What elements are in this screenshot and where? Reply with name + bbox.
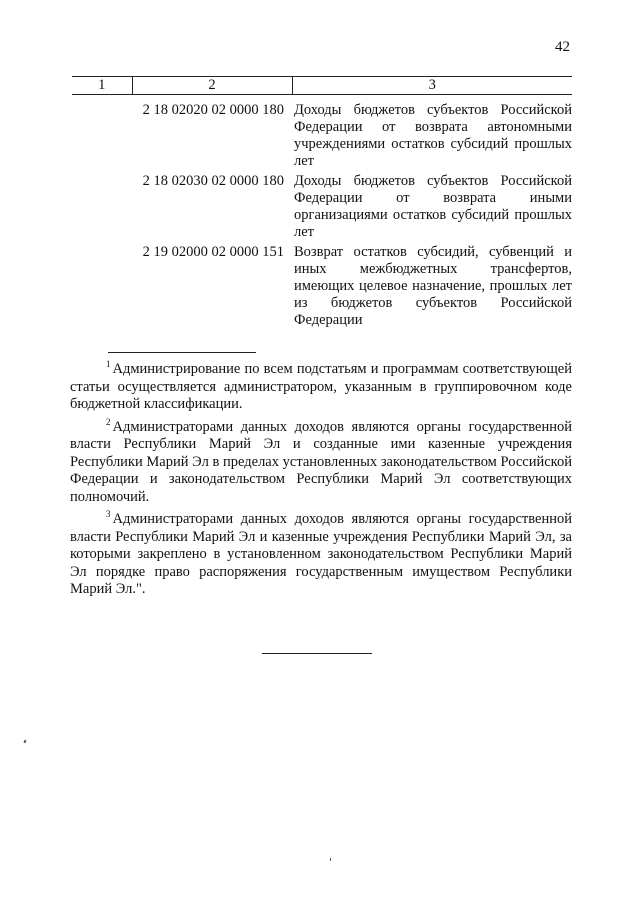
footnote-mark: 1 bbox=[106, 359, 111, 369]
table-header-row bbox=[72, 77, 572, 95]
scan-speck bbox=[330, 858, 331, 861]
column-header-1: 1 bbox=[72, 77, 132, 95]
table-row bbox=[72, 95, 572, 173]
admin-code-cell bbox=[72, 172, 132, 243]
footnotes bbox=[70, 356, 572, 599]
revenue-code-cell: 2 18 02030 02 0000 180 bbox=[142, 173, 284, 189]
revenue-description-cell: Возврат остатков субсидий, субвенций и иных межбюджетных трансфертов, имеющих целевое назначение, прошлых лет из бюджетов субъектов Российской Федерации bbox=[294, 244, 572, 328]
admin-code-cell bbox=[72, 243, 132, 331]
footnote-text: Администрирование по всем подстатьям и программам соответствующей статьи осуществляется администратором, указанным в группировочном коде бюджетной классификации. bbox=[70, 361, 572, 412]
footnote-1 bbox=[70, 356, 572, 414]
revenue-description-cell: Доходы бюджетов субъектов Российской Федерации от возврата автономными учреждениями остатков субсидий прошлых лет bbox=[294, 102, 572, 169]
admin-code-cell bbox=[72, 95, 132, 173]
column-header-2: 2 bbox=[132, 77, 292, 95]
footnote-3 bbox=[70, 506, 572, 599]
table-row bbox=[72, 172, 572, 243]
table-row bbox=[72, 243, 572, 331]
footnote-separator bbox=[108, 352, 256, 353]
footnote-mark: 2 bbox=[106, 416, 111, 427]
revenue-table bbox=[72, 76, 572, 331]
revenue-description-cell: Доходы бюджетов субъектов Российской Федерации от возврата иными организациями остатков субсидий прошлых лет bbox=[294, 173, 572, 240]
scan-speck bbox=[23, 740, 26, 744]
footnote-text: Администраторами данных доходов являются органы государственной власти Республики Марий Эл и созданные ими казенные учреждения Республики Марий Эл в пределах установленных законодательством Российской Федерации и законодательством Республики Марий Эл соответствующих полномочий. bbox=[70, 418, 572, 505]
revenue-code-cell: 2 19 02000 02 0000 151 bbox=[142, 244, 284, 260]
footnote-text: Администраторами данных доходов являются органы государственной власти Республики Марий Эл и казенные учреждения Республики Марий Эл, за которыми закреплено в установленном законодательством Республики Марий Эл порядке право распоряжения государственным имуществом Республики Марий Эл.". bbox=[70, 511, 572, 597]
page-number: 42 bbox=[555, 39, 570, 55]
footnote-2 bbox=[70, 414, 572, 507]
revenue-code-cell: 2 18 02020 02 0000 180 bbox=[142, 102, 284, 118]
end-of-document-rule bbox=[262, 653, 372, 654]
footnote-mark: 3 bbox=[106, 509, 111, 519]
column-header-3: 3 bbox=[292, 77, 572, 95]
revenue-table-container bbox=[72, 76, 572, 331]
